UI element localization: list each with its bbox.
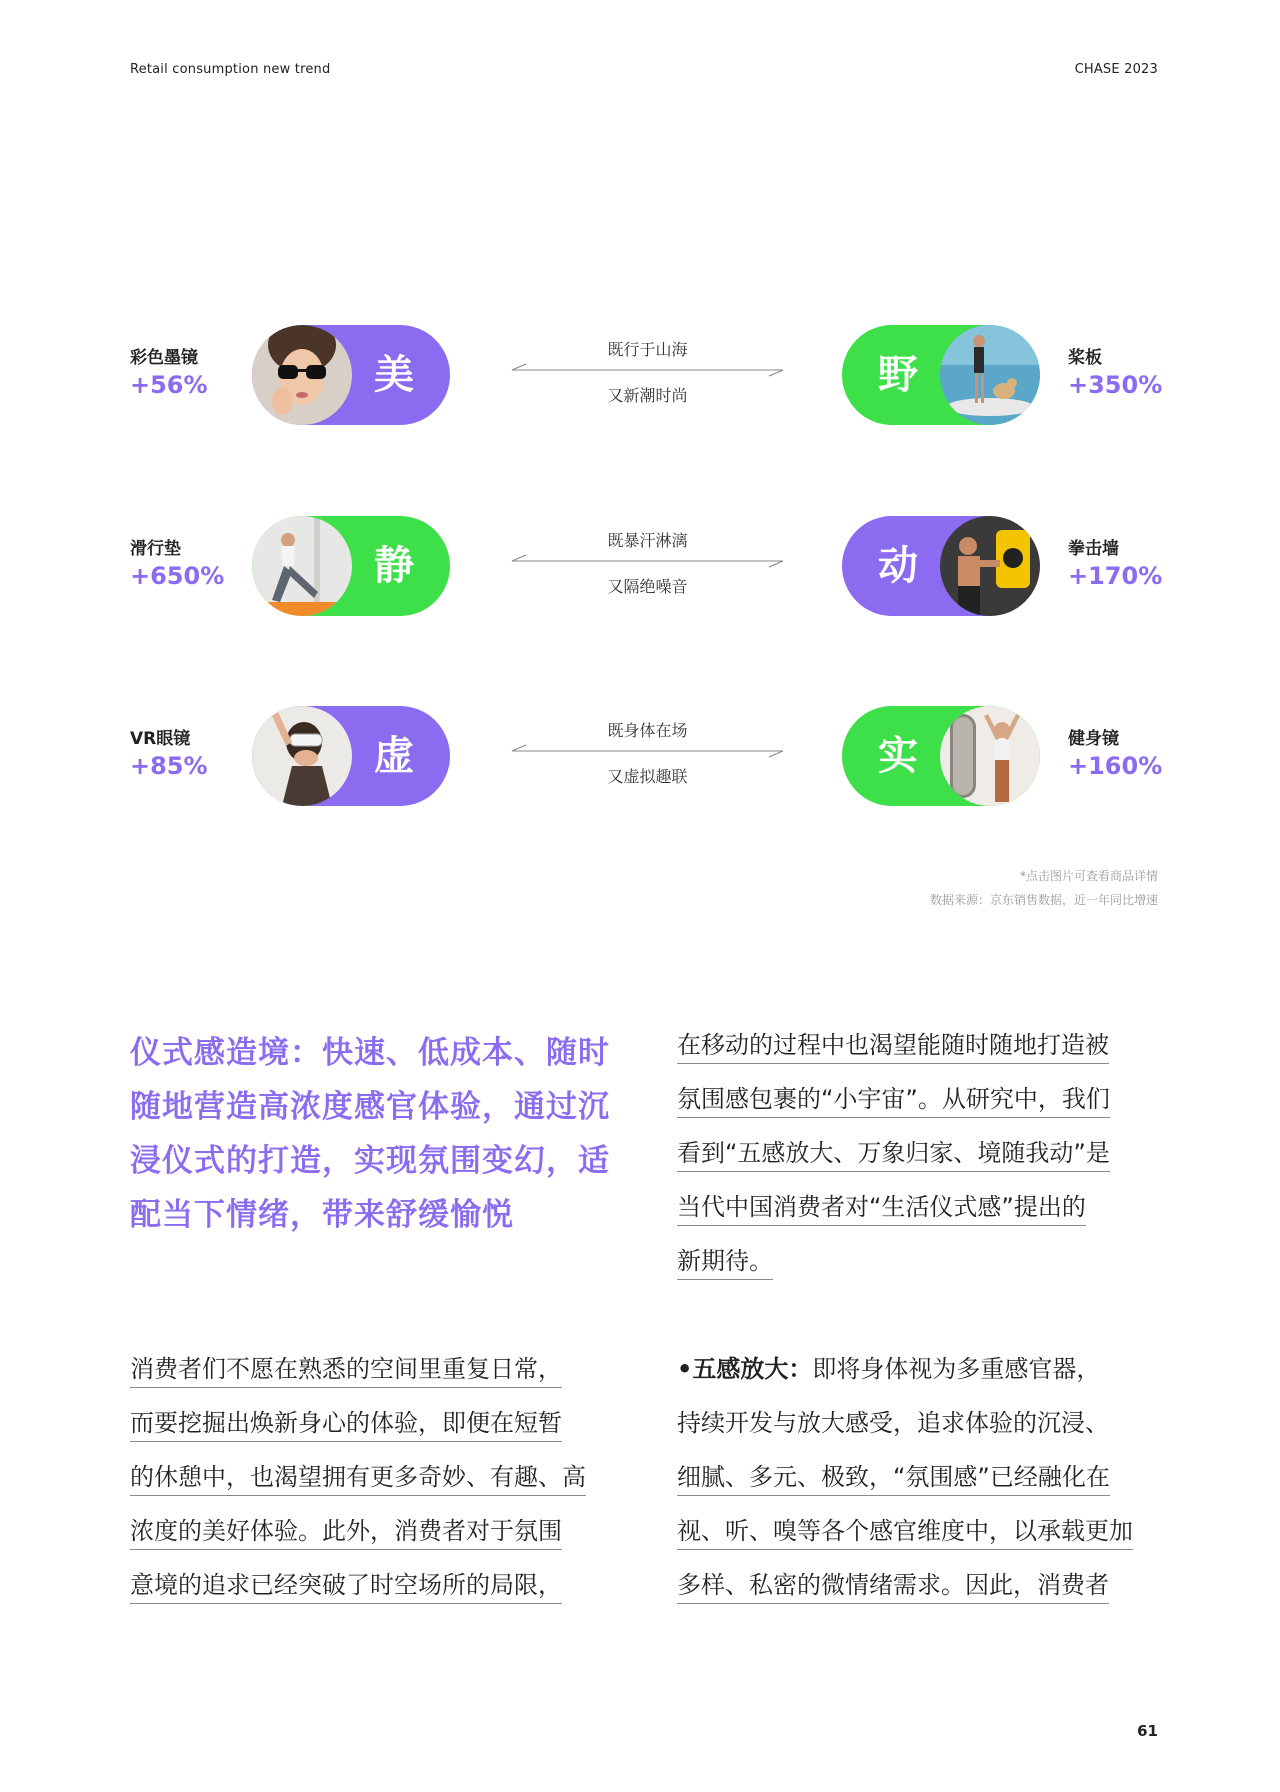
paragraph-line: 新期待。 bbox=[677, 1234, 1159, 1288]
growth-vr-glasses: +85% bbox=[130, 752, 208, 780]
char-dong: 动 bbox=[878, 543, 918, 589]
product-label-paddleboard: 桨板 bbox=[1068, 348, 1102, 368]
paragraph-line: 当代中国消费者对“生活仪式感”提出的 bbox=[677, 1180, 1159, 1234]
paragraph-line: 意境的追求已经突破了时空场所的局限， bbox=[130, 1558, 612, 1612]
growth-slide-mat: +650% bbox=[130, 562, 225, 590]
connector-2-line2: 又隔绝噪音 bbox=[607, 577, 688, 596]
trend-row-2 bbox=[0, 516, 1280, 616]
paragraph-bottom-left bbox=[130, 1342, 612, 1612]
paragraph-line: 而要挖掘出焕新身心的体验，即便在短暂 bbox=[130, 1396, 612, 1450]
char-ye: 野 bbox=[878, 352, 918, 398]
bullet-title: 五感放大： bbox=[692, 1355, 813, 1383]
growth-sunglasses: +56% bbox=[130, 371, 208, 399]
connector-2 bbox=[510, 516, 785, 616]
growth-boxing-wall: +170% bbox=[1068, 562, 1163, 590]
paragraph-line: 氛围感包裹的“小宇宙”。从研究中，我们 bbox=[677, 1072, 1159, 1126]
boxing-wall-product-photo[interactable] bbox=[940, 516, 1040, 616]
trend-row-3 bbox=[0, 706, 1280, 806]
char-jing: 静 bbox=[374, 543, 414, 589]
bullet-icon: • bbox=[677, 1355, 693, 1383]
paragraph-line: 多样、私密的微情绪需求。因此，消费者 bbox=[677, 1558, 1159, 1612]
product-label-sunglasses: 彩色墨镜 bbox=[130, 348, 198, 368]
paragraph-top-right bbox=[677, 1018, 1159, 1288]
pill-mei[interactable] bbox=[252, 325, 450, 425]
paragraph-line: 看到“五感放大、万象归家、境随我动”是 bbox=[677, 1126, 1159, 1180]
pill-jing[interactable] bbox=[252, 516, 450, 616]
connector-3 bbox=[510, 706, 785, 806]
vr-glasses-product-photo[interactable] bbox=[252, 706, 352, 806]
source-notes bbox=[930, 864, 1158, 912]
paragraph-line: •五感放大：即将身体视为多重感官器， bbox=[677, 1342, 1159, 1396]
page-number: 61 bbox=[1137, 1722, 1158, 1740]
paragraph-bottom-right bbox=[677, 1342, 1159, 1612]
pill-shi[interactable] bbox=[842, 706, 1040, 806]
data-source-note: 数据来源：京东销售数据，近一年同比增速 bbox=[929, 893, 1158, 907]
double-arrow-icon bbox=[510, 363, 785, 377]
product-label-slide-mat: 滑行垫 bbox=[130, 539, 181, 559]
paragraph-line: 消费者们不愿在熟悉的空间里重复日常， bbox=[130, 1342, 612, 1396]
product-label-fitness-mirror: 健身镜 bbox=[1068, 729, 1119, 749]
double-arrow-icon bbox=[510, 554, 785, 568]
product-label-vr-glasses: VR眼镜 bbox=[130, 729, 191, 749]
char-mei: 美 bbox=[374, 352, 414, 398]
connector-3-line1: 既身体在场 bbox=[607, 721, 688, 740]
header-left-text: Retail consumption new trend bbox=[130, 62, 331, 77]
pill-dong[interactable] bbox=[842, 516, 1040, 616]
paragraph-line: 持续开发与放大感受，追求体验的沉浸、 bbox=[677, 1409, 1109, 1437]
char-xu: 虚 bbox=[374, 733, 414, 779]
trend-row-1 bbox=[0, 325, 1280, 425]
paddleboard-product-photo[interactable] bbox=[940, 325, 1040, 425]
header-right-text: CHASE 2023 bbox=[1074, 62, 1158, 77]
growth-paddleboard: +350% bbox=[1068, 371, 1163, 399]
section-headline: 仪式感造境：快速、低成本、随时随地营造高浓度感官体验，通过沉浸仪式的打造，实现氛围变幻，适配当下情绪，带来舒缓愉悦 bbox=[130, 1035, 610, 1233]
paragraph-line: 的休憩中，也渴望拥有更多奇妙、有趣、高 bbox=[130, 1450, 612, 1504]
pill-ye[interactable] bbox=[842, 325, 1040, 425]
double-arrow-icon bbox=[510, 744, 785, 758]
paragraph-line: 视、听、嗅等各个感官维度中，以承载更加 bbox=[677, 1504, 1159, 1558]
connector-1-line2: 又新潮时尚 bbox=[607, 386, 688, 405]
growth-fitness-mirror: +160% bbox=[1068, 752, 1163, 780]
paragraph-line: 细腻、多元、极致，“氛围感”已经融化在 bbox=[677, 1450, 1159, 1504]
fitness-mirror-product-photo[interactable] bbox=[940, 706, 1040, 806]
paragraph-line: 在移动的过程中也渴望能随时随地打造被 bbox=[677, 1018, 1159, 1072]
pill-xu[interactable] bbox=[252, 706, 450, 806]
paragraph-line: 浓度的美好体验。此外，消费者对于氛围 bbox=[130, 1504, 612, 1558]
product-label-boxing-wall: 拳击墙 bbox=[1068, 539, 1119, 559]
connector-2-line1: 既暴汗淋漓 bbox=[607, 531, 688, 550]
click-note: *点击图片可查看商品详情 bbox=[1019, 869, 1158, 883]
connector-3-line2: 又虚拟趣联 bbox=[607, 767, 688, 786]
char-shi: 实 bbox=[878, 733, 918, 779]
sunglasses-product-photo[interactable] bbox=[252, 325, 352, 425]
slide-mat-product-photo[interactable] bbox=[252, 516, 352, 616]
connector-1-line1: 既行于山海 bbox=[607, 340, 688, 359]
connector-1 bbox=[510, 325, 785, 425]
